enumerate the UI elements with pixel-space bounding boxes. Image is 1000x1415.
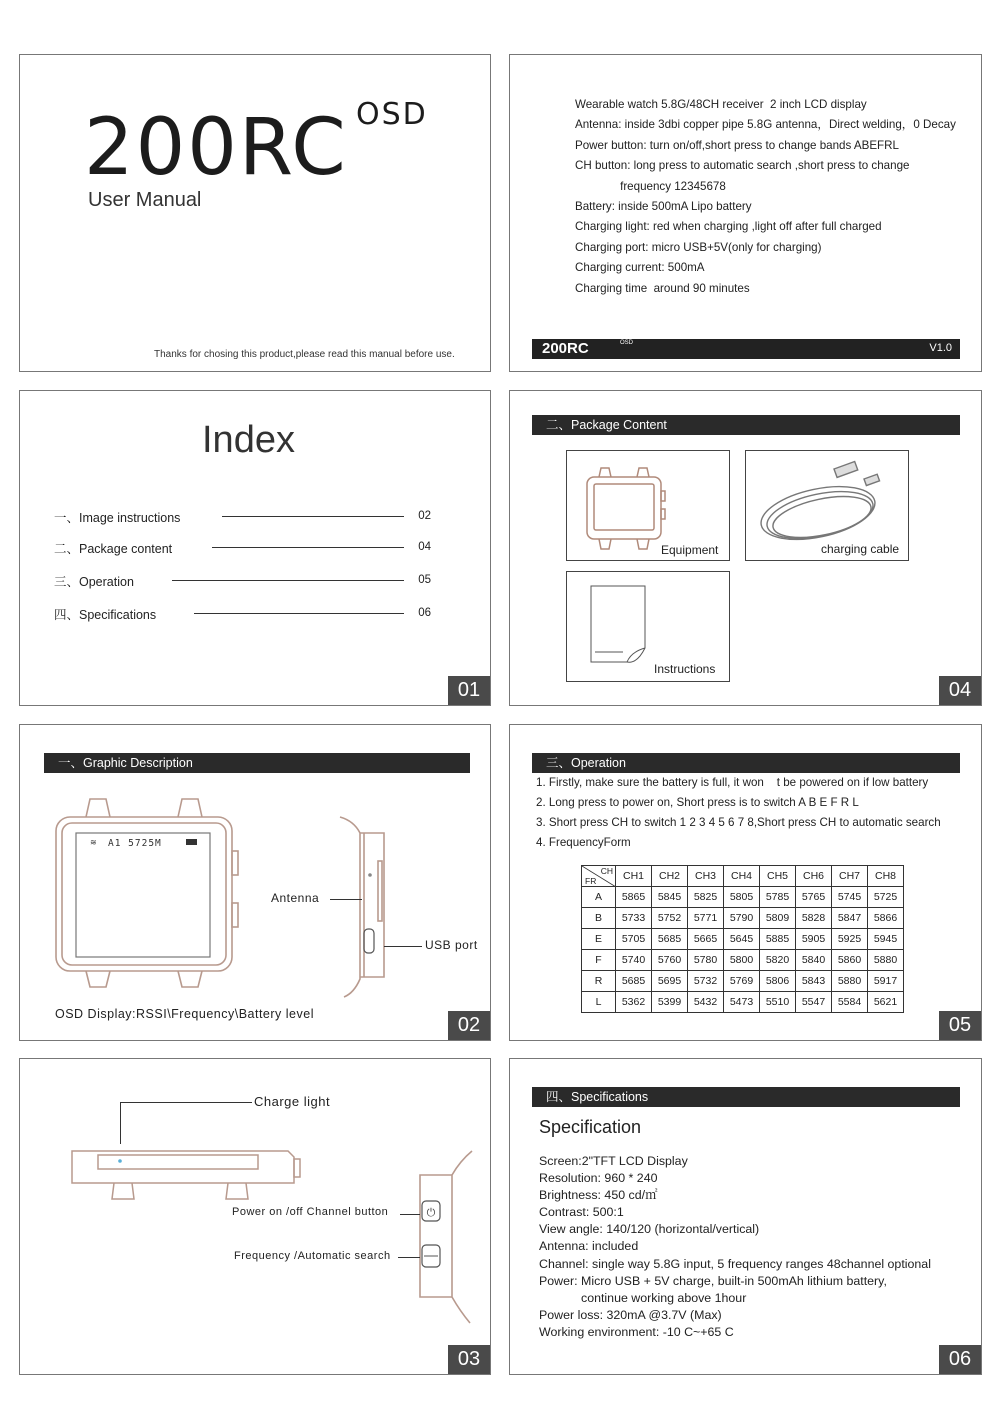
frequency-cell: 5809 [760,908,796,929]
spec-list [539,1153,931,1341]
frequency-cell: 5905 [796,929,832,950]
frequency-pointer [398,1257,420,1258]
osd-caption: OSD Display:RSSI\Frequency\Battery level [55,1007,314,1021]
index-leader-line [212,547,404,548]
page-number: 05 [939,1011,981,1040]
frequency-cell: 5925 [832,929,868,950]
page-number: 02 [448,1011,490,1040]
frequency-cell: 5945 [868,929,904,950]
frequency-cell: 5917 [868,971,904,992]
frequency-cell: 5805 [724,887,760,908]
frequency-cell: 5885 [760,929,796,950]
index-item[interactable] [54,539,434,557]
spec-title: Specification [539,1117,642,1137]
index-panel [19,390,491,706]
graphic-panel [19,724,491,1041]
frequency-cell: 5780 [688,950,724,971]
operation-step: 3. Short press CH to switch 1 2 3 4 5 6 7 8,Short press CH to automatic search [536,816,941,829]
index-item-page: 02 [418,510,431,522]
index-item-label: 一、Image instructions [54,511,181,525]
frequency-cell: 5740 [616,950,652,971]
usb-pointer [384,946,422,947]
usb-port-label: USB port [425,938,478,952]
table-row [582,992,904,1013]
column-header: CH7 [832,866,868,887]
antenna-pointer [330,899,362,900]
intro-line: Battery: inside 500mA Lipo battery [575,199,752,213]
index-item-page: 06 [418,607,431,619]
frequency-cell: 5725 [868,887,904,908]
frequency-cell: 5880 [832,971,868,992]
intro-line: Power button: turn on/off,short press to change bands ABEFRL [575,138,899,152]
intro-line: Charging current: 500mA [575,261,705,275]
column-header: CH3 [688,866,724,887]
index-item[interactable] [54,508,434,526]
frequency-cell: 5847 [832,908,868,929]
wifi-signal-icon: ≋ [90,838,97,847]
frequency-cell: 5806 [760,971,796,992]
intro-line: Wearable watch 5.8G/48CH receiver 2 inch LCD display [575,98,867,111]
table-row [582,887,904,908]
equipment-box [566,450,730,561]
frequency-table [581,865,904,1013]
frequency-cell: 5825 [688,887,724,908]
watch-side-buttons-diagram [412,1147,482,1327]
power-button-label: Power on /off Channel button [232,1206,389,1218]
section-header: 三、Operation [532,753,960,773]
spec-line: Channel: single way 5.8G input, 5 frequency ranges 48channel optional [539,1256,931,1271]
band-cell: R [582,971,616,992]
section-header: 四、Specifications [532,1087,960,1107]
operation-step: 4. FrequencyForm [536,836,631,849]
frequency-cell: 5432 [688,992,724,1013]
spec-line: Antenna: included [539,1239,639,1254]
section-header: 一、Graphic Description [44,753,470,773]
charge-led-icon [118,1159,122,1163]
frequency-cell: 5685 [616,971,652,992]
page-number: 06 [939,1345,981,1374]
index-item-page: 04 [418,541,431,553]
intro-footer-bar [532,339,960,359]
column-header: CH8 [868,866,904,887]
cable-label: charging cable [821,542,900,556]
column-header: CH6 [796,866,832,887]
frequency-cell: 5362 [616,992,652,1013]
equipment-label: Equipment [661,543,719,557]
spec-line: Resolution: 960 * 240 [539,1171,658,1186]
frequency-cell: 5865 [616,887,652,908]
index-item[interactable] [54,605,434,623]
frequency-cell: 5752 [652,908,688,929]
svg-text:⏻: ⏻ [426,1206,436,1219]
watch-front-diagram [48,795,248,995]
spec-line: Power loss: 320mA @3.7V (Max) [539,1307,722,1322]
frequency-cell: 5828 [796,908,832,929]
corner-fr-label: FR [585,876,597,886]
intro-panel [509,54,982,372]
spec-line: Working environment: -10 C~+65 C [539,1324,734,1339]
column-header: CH2 [652,866,688,887]
frequency-cell: 5800 [724,950,760,971]
cover-panel [19,54,491,372]
frequency-cell: 5621 [868,992,904,1013]
instructions-box [566,571,730,682]
package-panel [509,390,982,706]
operation-step: 2. Long press to power on, Short press is to switch A B E F R L [536,796,859,809]
table-row [582,950,904,971]
page-number: 01 [448,676,490,705]
frequency-cell: 5880 [868,950,904,971]
frequency-cell: 5665 [688,929,724,950]
index-item-page: 05 [418,574,431,586]
version-label: V1.0 [929,342,952,354]
intro-line: Charging light: red when charging ,light off after full charged [575,220,882,234]
footer-brand: 200RC [542,340,589,357]
footer-brand-sup: OSD [620,340,634,346]
frequency-cell: 5733 [616,908,652,929]
page-number: 03 [448,1345,490,1374]
table-corner-cell [582,866,616,887]
charge-light-pointer-h [120,1102,252,1103]
specifications-panel [509,1058,982,1375]
band-cell: A [582,887,616,908]
cover-subtitle: User Manual [88,189,202,211]
instructions-label: Instructions [654,662,716,676]
table-header-row [582,866,904,887]
frequency-cell: 5866 [868,908,904,929]
band-cell: E [582,929,616,950]
index-item-label: 四、Specifications [54,608,157,622]
frequency-cell: 5760 [652,950,688,971]
index-leader-line [222,516,404,517]
index-item[interactable] [54,572,434,590]
frequency-cell: 5840 [796,950,832,971]
frequency-cell: 5845 [652,887,688,908]
antenna-label: Antenna [271,891,320,905]
frequency-cell: 5547 [796,992,832,1013]
intro-line: Antenna: inside 3dbi copper pipe 5.8G antenna，Direct welding，0 Decay [575,118,956,132]
frequency-cell: 5584 [832,992,868,1013]
column-header: CH1 [616,866,652,887]
band-cell: L [582,992,616,1013]
spec-line: Power: Micro USB + 5V charge, built-in 500mAh lithium battery, [539,1273,887,1288]
spec-line: Brightness: 450 cd/㎡ [539,1188,658,1203]
charge-light-pointer-v [120,1102,121,1144]
table-row [582,971,904,992]
spec-line: continue working above 1hour [581,1290,747,1305]
corner-ch-label: CH [600,866,613,876]
intro-line: Charging time around 90 minutes [575,281,750,295]
frequency-cell: 5769 [724,971,760,992]
frequency-cell: 5645 [724,929,760,950]
charge-light-label: Charge light [254,1094,331,1109]
frequency-button-label: Frequency /Automatic search [234,1250,391,1262]
frequency-cell: 5705 [616,929,652,950]
intro-lines [575,95,956,299]
frequency-cell: 5399 [652,992,688,1013]
operation-steps [536,773,941,853]
spec-line: View angle: 140/120 (horizontal/vertical) [539,1222,760,1237]
frequency-cell: 5771 [688,908,724,929]
table-row [582,908,904,929]
watch-side-diagram [334,811,394,1001]
column-header: CH5 [760,866,796,887]
power-pointer [400,1214,420,1215]
cover-title-sup: OSD [356,97,428,132]
frequency-cell: 5695 [652,971,688,992]
spec-line: Screen:2"TFT LCD Display [539,1154,688,1168]
frequency-cell: 5790 [724,908,760,929]
intro-line: Charging port: micro USB+5V(only for charging) [575,240,822,254]
index-title: Index [202,419,295,461]
frequency-cell: 5843 [796,971,832,992]
band-cell: B [582,908,616,929]
battery-icon [186,839,197,845]
cover-title: 200RC [84,103,348,193]
frequency-cell: 5765 [796,887,832,908]
band-cell: F [582,950,616,971]
frequency-cell: 5732 [688,971,724,992]
spec-line: Contrast: 500:1 [539,1205,624,1220]
screen-readout: A1 5725M [108,838,162,849]
frequency-cell: 5510 [760,992,796,1013]
table-row [582,929,904,950]
cable-box [745,450,909,561]
index-leader-line [194,613,404,614]
frequency-cell: 5473 [724,992,760,1013]
frequency-cell: 5745 [832,887,868,908]
section-header: 二、Package Content [532,415,960,435]
index-leader-line [172,580,404,581]
operation-panel [509,724,982,1041]
operation-step: 1. Firstly, make sure the battery is full, it won t be powered on if low battery [536,776,929,789]
intro-line: frequency 12345678 [575,179,726,193]
intro-line: CH button: long press to automatic search ,short press to change [575,159,910,173]
cover-thanks: Thanks for chosing this product,please read this manual before use. [154,349,455,360]
index-item-label: 三、Operation [54,575,134,589]
page-number: 04 [939,676,981,705]
buttons-panel [19,1058,491,1375]
index-item-label: 二、Package content [54,542,173,556]
frequency-cell: 5860 [832,950,868,971]
column-header: CH4 [724,866,760,887]
frequency-cell: 5785 [760,887,796,908]
frequency-cell: 5820 [760,950,796,971]
frequency-cell: 5685 [652,929,688,950]
